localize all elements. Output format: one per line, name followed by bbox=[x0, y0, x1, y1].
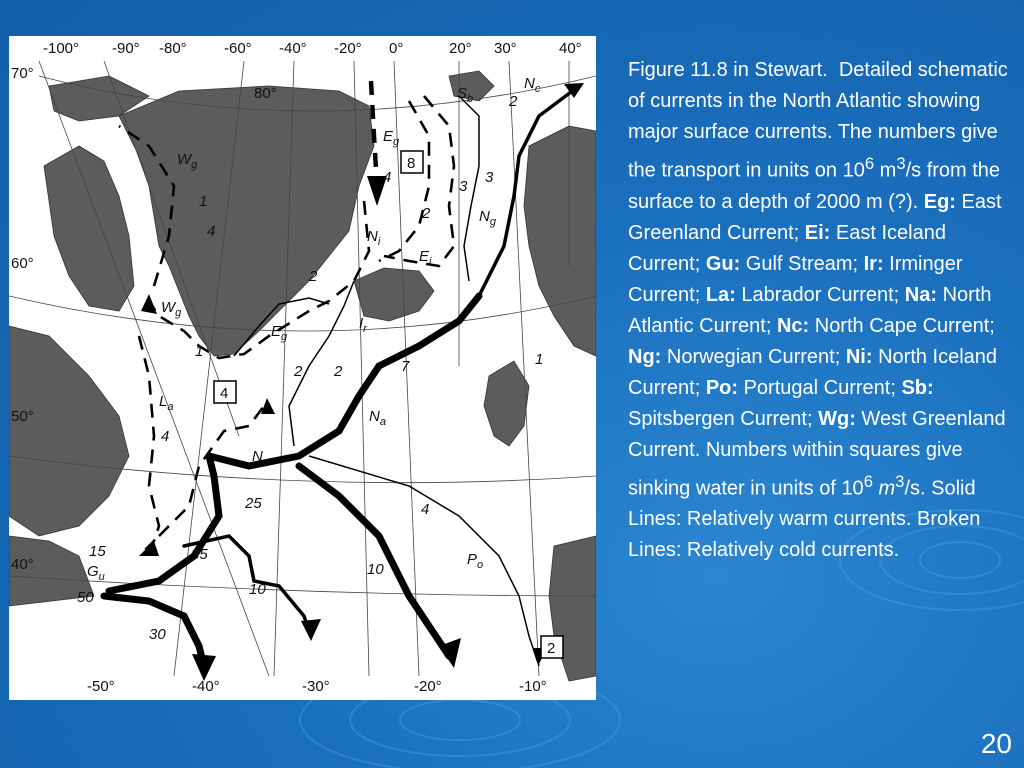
current-label-ei: $E_i$ bbox=[419, 248, 432, 268]
lon-label: -20° bbox=[414, 678, 442, 695]
transport-number: 4 bbox=[207, 223, 216, 240]
transport-number: 2 bbox=[334, 363, 343, 380]
greenland bbox=[119, 86, 374, 356]
east-greenland-current-north-line bbox=[371, 81, 377, 186]
current-label-gu: $G_u$ bbox=[87, 563, 105, 583]
figure-caption bbox=[628, 55, 1018, 566]
current-name: Norwegian Current; bbox=[661, 345, 846, 368]
current-code: Eg: bbox=[923, 190, 956, 213]
current-label-wg: $W_g$ bbox=[177, 151, 198, 171]
caption-superscript: 3 bbox=[896, 154, 906, 173]
transport-number: 2 bbox=[509, 93, 518, 110]
current-label-eg: $E_g$ bbox=[271, 323, 288, 343]
current-code: Ni: bbox=[845, 345, 873, 368]
transport-number: 7 bbox=[401, 358, 410, 375]
caption-broken-lines: Broken Lines: Relatively cold currents. bbox=[628, 508, 986, 562]
lon-label: -90° bbox=[112, 40, 140, 57]
sinking-square-label: 2 bbox=[547, 640, 556, 657]
current-code: Ng: bbox=[628, 345, 662, 368]
current-label-la: $L_a$ bbox=[159, 393, 174, 413]
current-label-eg: $E_g$ bbox=[383, 128, 400, 148]
transport-number: 50 bbox=[77, 589, 94, 606]
sinking-square-label: 4 bbox=[220, 385, 229, 402]
lon-label: -50° bbox=[87, 678, 115, 695]
current-code: Na: bbox=[904, 283, 938, 306]
transport-number: 35 bbox=[191, 546, 208, 563]
current-code: Nc: bbox=[776, 314, 810, 337]
bottom-longitude-labels bbox=[87, 678, 547, 695]
lat-label: 40° bbox=[11, 556, 34, 573]
current-label-wg: $W_g$ bbox=[161, 299, 182, 319]
lat-label: 80° bbox=[254, 85, 277, 102]
transport-number: 1 bbox=[535, 351, 544, 368]
transport-number: 3 bbox=[485, 169, 494, 186]
transport-number: 2 bbox=[294, 363, 303, 380]
current-name: East Greenland Current; bbox=[628, 190, 1008, 244]
current-name: North Cape Current; bbox=[809, 314, 1001, 337]
lon-label: -100° bbox=[43, 40, 80, 57]
labrador bbox=[9, 326, 129, 536]
caption-unit: m bbox=[872, 477, 896, 500]
transport-number: 3 bbox=[459, 178, 468, 195]
lat-label: 60° bbox=[11, 255, 34, 272]
transport-number: 10 bbox=[367, 561, 384, 578]
current-label-nc: $N_c$ bbox=[524, 75, 541, 95]
lon-label: 0° bbox=[389, 40, 404, 57]
baffin-island bbox=[44, 146, 134, 311]
lon-label: -20° bbox=[334, 40, 362, 57]
land-areas bbox=[9, 71, 596, 681]
labrador-current-line bbox=[139, 336, 159, 551]
transport-number: 10 bbox=[249, 581, 266, 598]
lat-label: 70° bbox=[11, 65, 34, 82]
current-name: Irminger Current; bbox=[628, 252, 969, 306]
portugal-current-line bbox=[309, 456, 539, 666]
caption-superscript: 6 bbox=[864, 154, 875, 173]
current-code: Ei: bbox=[804, 221, 831, 244]
current-label-ni: $N_i$ bbox=[367, 228, 381, 248]
current-label-ng: $N_g$ bbox=[479, 208, 496, 228]
current-name: Gulf Stream; bbox=[740, 252, 864, 275]
lon-label: -80° bbox=[159, 40, 187, 57]
north-atlantic-currents-map bbox=[9, 36, 596, 700]
current-name: Labrador Current; bbox=[735, 283, 905, 306]
caption-squares-tail: /s. bbox=[904, 477, 926, 500]
lon-label: -10° bbox=[519, 678, 547, 695]
transport-number: 25 bbox=[245, 495, 262, 512]
current-label-na: $N_a$ bbox=[369, 408, 386, 428]
lon-label: 40° bbox=[559, 40, 582, 57]
current-code: Gu: bbox=[705, 252, 741, 275]
caption-intro: Figure 11.8 in Stewart. Detailed schematic of currents in the North Atlantic showing major surface currents. The numbers give the transport in units on 10 bbox=[628, 59, 1014, 182]
iberia bbox=[549, 536, 596, 681]
lon-label: -60° bbox=[224, 40, 252, 57]
current-label-ir: $I_r$ bbox=[359, 315, 367, 335]
sinking-square-label: 8 bbox=[407, 155, 416, 172]
caption-squares-text: Numbers within squares give sinking water in units of 10 bbox=[628, 438, 969, 500]
current-name: Spitsbergen Current; bbox=[628, 376, 940, 430]
transport-number: 15 bbox=[89, 543, 106, 560]
current-name: East Iceland Current; bbox=[628, 221, 952, 275]
lon-label: 30° bbox=[494, 40, 517, 57]
transport-number: 4 bbox=[421, 501, 430, 518]
gulf-stream-line bbox=[109, 456, 219, 591]
iceland bbox=[354, 268, 434, 321]
current-code: Po: bbox=[705, 376, 739, 399]
current-label-po: $P_o$ bbox=[467, 551, 484, 571]
caption-intro-tail: /s from the surface to a depth of 2000 m (?). bbox=[628, 159, 1006, 213]
scandinavia bbox=[524, 126, 596, 356]
current-name: West Greenland Current. bbox=[628, 407, 1012, 461]
caption-superscript: 3 bbox=[895, 471, 905, 491]
top-longitude-labels bbox=[43, 40, 582, 57]
transport-number: 1 bbox=[195, 343, 204, 360]
transport-number: 30 bbox=[149, 626, 166, 643]
transport-number: 4 bbox=[161, 428, 170, 445]
caption-superscript: 6 bbox=[863, 471, 873, 491]
slide-number: 20 bbox=[980, 728, 1012, 759]
current-code: Wg: bbox=[818, 407, 856, 430]
current-code: Sb: bbox=[901, 376, 934, 399]
current-label-sb: $S_b$ bbox=[457, 85, 474, 105]
lon-label: -40° bbox=[279, 40, 307, 57]
transport-number: 2 bbox=[422, 205, 431, 222]
transport-number: 2 bbox=[309, 268, 318, 285]
current-name: North Atlantic Current; bbox=[628, 283, 996, 337]
transport-number: 4 bbox=[383, 169, 392, 186]
caption-solid-lines: Solid Lines: Relatively warm currents. bbox=[628, 477, 982, 531]
current-code: La: bbox=[705, 283, 736, 306]
british-isles bbox=[484, 361, 529, 446]
current-name: Portugal Current; bbox=[738, 376, 902, 399]
lon-label: 20° bbox=[449, 40, 472, 57]
lon-label: -30° bbox=[302, 678, 330, 695]
east-iceland-current-line bbox=[384, 96, 454, 266]
transport-number: 1 bbox=[199, 193, 208, 210]
caption-unit: m bbox=[874, 159, 897, 182]
lat-label: 50° bbox=[11, 408, 34, 425]
current-name: North Iceland Current; bbox=[628, 345, 1003, 399]
current-label-na: $N_a$ bbox=[252, 448, 269, 468]
lon-label: -40° bbox=[192, 678, 220, 695]
current-code: Ir: bbox=[863, 252, 884, 275]
